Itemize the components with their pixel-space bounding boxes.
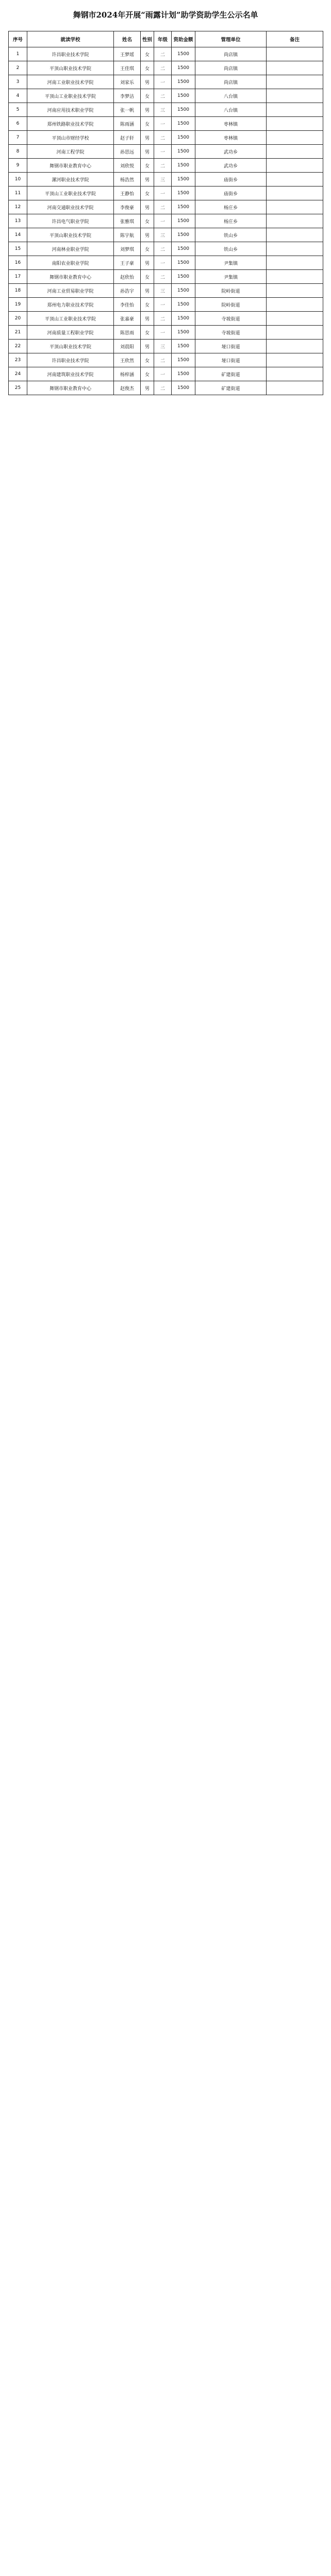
cell-admin: 矿建街道 <box>195 367 267 381</box>
cell-admin: 庙街乡 <box>195 187 267 200</box>
cell-name: 王子豪 <box>114 256 141 270</box>
cell-sex: 女 <box>141 61 154 75</box>
cell-grade: 一 <box>154 256 172 270</box>
cell-name: 刘晨阳 <box>114 340 141 353</box>
cell-grade: 二 <box>154 47 172 61</box>
cell-admin: 尚店镇 <box>195 47 267 61</box>
cell-admin: 垭口街道 <box>195 353 267 367</box>
header-pay: 资助金额 <box>172 31 195 47</box>
cell-pay: 1500 <box>172 173 195 187</box>
cell-grade: 一 <box>154 214 172 228</box>
table-row <box>9 353 323 367</box>
cell-grade: 三 <box>154 103 172 117</box>
cell-sex: 男 <box>141 256 154 270</box>
cell-name: 刘家乐 <box>114 75 141 89</box>
cell-pay: 1500 <box>172 326 195 340</box>
cell-name: 王梦瑶 <box>114 47 141 61</box>
cell-pay: 1500 <box>172 117 195 131</box>
table-row <box>9 117 323 131</box>
table-row <box>9 367 323 381</box>
cell-sex: 女 <box>141 214 154 228</box>
cell-note <box>267 284 323 298</box>
cell-grade: 二 <box>154 159 172 173</box>
header-school: 就读学校 <box>27 31 114 47</box>
cell-sex: 女 <box>141 47 154 61</box>
cell-grade: 二 <box>154 61 172 75</box>
cell-school: 平顶山市财经学校 <box>27 131 114 145</box>
cell-grade: 二 <box>154 381 172 395</box>
cell-name: 陈雨涵 <box>114 117 141 131</box>
cell-school: 舞钢市职业教育中心 <box>27 270 114 284</box>
cell-note <box>267 89 323 103</box>
cell-admin: 院岭街道 <box>195 284 267 298</box>
header-note: 备注 <box>267 31 323 47</box>
cell-note <box>267 47 323 61</box>
cell-pay: 1500 <box>172 312 195 326</box>
cell-no: 1 <box>9 47 27 61</box>
cell-no: 10 <box>9 173 27 187</box>
cell-no: 21 <box>9 326 27 340</box>
cell-name: 张嘉豪 <box>114 312 141 326</box>
table-row <box>9 326 323 340</box>
cell-note <box>267 131 323 145</box>
cell-sex: 女 <box>141 326 154 340</box>
cell-note <box>267 117 323 131</box>
table-row <box>9 200 323 214</box>
table-row <box>9 61 323 75</box>
cell-no: 12 <box>9 200 27 214</box>
cell-sex: 女 <box>141 242 154 256</box>
cell-grade: 一 <box>154 187 172 200</box>
cell-note <box>267 61 323 75</box>
cell-name: 杨梓涵 <box>114 367 141 381</box>
table-row <box>9 256 323 270</box>
cell-grade: 三 <box>154 228 172 242</box>
cell-note <box>267 353 323 367</box>
cell-note <box>267 200 323 214</box>
cell-name: 陈思雨 <box>114 326 141 340</box>
cell-note <box>267 228 323 242</box>
cell-pay: 1500 <box>172 381 195 395</box>
cell-name: 赵俊杰 <box>114 381 141 395</box>
table-row <box>9 89 323 103</box>
cell-school: 舞钢市职业教育中心 <box>27 381 114 395</box>
cell-pay: 1500 <box>172 131 195 145</box>
cell-school: 南阳农业职业学院 <box>27 256 114 270</box>
table-row <box>9 242 323 256</box>
cell-school: 平顶山工业职业技术学院 <box>27 89 114 103</box>
cell-school: 平顶山工业职业技术学院 <box>27 312 114 326</box>
cell-admin: 枣林镇 <box>195 131 267 145</box>
cell-school: 河南工程学院 <box>27 145 114 159</box>
table-header-row <box>9 31 323 47</box>
cell-no: 2 <box>9 61 27 75</box>
cell-note <box>267 103 323 117</box>
cell-admin: 尚店镇 <box>195 61 267 75</box>
cell-school: 河南工业职业技术学院 <box>27 75 114 89</box>
cell-no: 4 <box>9 89 27 103</box>
cell-pay: 1500 <box>172 214 195 228</box>
table-row <box>9 284 323 298</box>
cell-note <box>267 75 323 89</box>
cell-name: 刘梦琪 <box>114 242 141 256</box>
cell-school: 河南质量工程职业学院 <box>27 326 114 340</box>
cell-grade: 二 <box>154 200 172 214</box>
cell-sex: 男 <box>141 131 154 145</box>
cell-pay: 1500 <box>172 353 195 367</box>
cell-pay: 1500 <box>172 75 195 89</box>
cell-school: 许昌职业技术学院 <box>27 47 114 61</box>
cell-grade: 一 <box>154 326 172 340</box>
table-row <box>9 298 323 312</box>
cell-no: 25 <box>9 381 27 395</box>
cell-admin: 八台镇 <box>195 103 267 117</box>
cell-sex: 男 <box>141 145 154 159</box>
cell-sex: 男 <box>141 173 154 187</box>
cell-admin: 武功乡 <box>195 159 267 173</box>
cell-no: 5 <box>9 103 27 117</box>
cell-name: 王佳琪 <box>114 61 141 75</box>
cell-no: 8 <box>9 145 27 159</box>
cell-sex: 女 <box>141 298 154 312</box>
cell-name: 刘欣悦 <box>114 159 141 173</box>
cell-pay: 1500 <box>172 284 195 298</box>
cell-name: 杨浩然 <box>114 173 141 187</box>
cell-note <box>267 159 323 173</box>
cell-name: 张雅琪 <box>114 214 141 228</box>
header-admin: 管理单位 <box>195 31 267 47</box>
cell-note <box>267 187 323 200</box>
cell-admin: 垭口街道 <box>195 340 267 353</box>
cell-school: 郑州铁路职业技术学院 <box>27 117 114 131</box>
cell-admin: 杨庄乡 <box>195 214 267 228</box>
cell-name: 王静怡 <box>114 187 141 200</box>
cell-no: 9 <box>9 159 27 173</box>
cell-note <box>267 367 323 381</box>
cell-sex: 男 <box>141 75 154 89</box>
cell-pay: 1500 <box>172 270 195 284</box>
cell-note <box>267 270 323 284</box>
cell-admin: 武功乡 <box>195 145 267 159</box>
cell-sex: 女 <box>141 270 154 284</box>
cell-school: 河南应用技术职业学院 <box>27 103 114 117</box>
cell-no: 7 <box>9 131 27 145</box>
cell-note <box>267 214 323 228</box>
cell-admin: 院岭街道 <box>195 298 267 312</box>
cell-admin: 枣林镇 <box>195 117 267 131</box>
cell-grade: 二 <box>154 312 172 326</box>
cell-pay: 1500 <box>172 103 195 117</box>
cell-note <box>267 173 323 187</box>
cell-pay: 1500 <box>172 367 195 381</box>
cell-pay: 1500 <box>172 187 195 200</box>
cell-no: 18 <box>9 284 27 298</box>
cell-admin: 矿建街道 <box>195 381 267 395</box>
cell-note <box>267 326 323 340</box>
cell-school: 平顶山职业技术学院 <box>27 228 114 242</box>
cell-name: 王欣然 <box>114 353 141 367</box>
table-row <box>9 131 323 145</box>
cell-admin: 尹集镇 <box>195 270 267 284</box>
table-row <box>9 75 323 89</box>
cell-no: 20 <box>9 312 27 326</box>
cell-sex: 女 <box>141 117 154 131</box>
cell-sex: 男 <box>141 381 154 395</box>
cell-admin: 庙街乡 <box>195 173 267 187</box>
header-name: 姓名 <box>114 31 141 47</box>
cell-no: 13 <box>9 214 27 228</box>
table-row <box>9 159 323 173</box>
cell-sex: 女 <box>141 89 154 103</box>
table-row <box>9 173 323 187</box>
table-row <box>9 47 323 61</box>
cell-admin: 铁山乡 <box>195 242 267 256</box>
cell-grade: 三 <box>154 284 172 298</box>
cell-no: 24 <box>9 367 27 381</box>
cell-school: 舞钢市职业教育中心 <box>27 159 114 173</box>
cell-pay: 1500 <box>172 298 195 312</box>
cell-school: 郑州电力职业技术学院 <box>27 298 114 312</box>
cell-no: 3 <box>9 75 27 89</box>
cell-no: 14 <box>9 228 27 242</box>
cell-note <box>267 256 323 270</box>
cell-sex: 男 <box>141 284 154 298</box>
cell-note <box>267 242 323 256</box>
cell-no: 6 <box>9 117 27 131</box>
table-row <box>9 103 323 117</box>
cell-no: 22 <box>9 340 27 353</box>
table-row <box>9 145 323 159</box>
cell-admin: 尹集镇 <box>195 256 267 270</box>
cell-sex: 女 <box>141 367 154 381</box>
cell-school: 漯河职业技术学院 <box>27 173 114 187</box>
table-row <box>9 340 323 353</box>
cell-school: 平顶山职业技术学院 <box>27 61 114 75</box>
cell-school: 平顶山工业职业技术学院 <box>27 187 114 200</box>
cell-no: 23 <box>9 353 27 367</box>
header-sex: 性别 <box>141 31 154 47</box>
cell-name: 孙浩宇 <box>114 284 141 298</box>
cell-note <box>267 340 323 353</box>
table-row <box>9 270 323 284</box>
cell-pay: 1500 <box>172 61 195 75</box>
cell-grade: 三 <box>154 173 172 187</box>
cell-grade: 一 <box>154 298 172 312</box>
cell-name: 陈宇航 <box>114 228 141 242</box>
cell-admin: 尚店镇 <box>195 75 267 89</box>
cell-no: 19 <box>9 298 27 312</box>
cell-pay: 1500 <box>172 47 195 61</box>
cell-note <box>267 381 323 395</box>
table-body <box>9 47 323 395</box>
cell-pay: 1500 <box>172 242 195 256</box>
cell-sex: 男 <box>141 103 154 117</box>
cell-no: 16 <box>9 256 27 270</box>
cell-grade: 二 <box>154 270 172 284</box>
cell-admin: 八台镇 <box>195 89 267 103</box>
cell-sex: 男 <box>141 312 154 326</box>
cell-grade: 一 <box>154 75 172 89</box>
cell-note <box>267 145 323 159</box>
table-row <box>9 214 323 228</box>
cell-sex: 女 <box>141 159 154 173</box>
cell-admin: 铁山乡 <box>195 228 267 242</box>
cell-grade: 一 <box>154 117 172 131</box>
table-row <box>9 187 323 200</box>
cell-pay: 1500 <box>172 200 195 214</box>
cell-grade: 三 <box>154 340 172 353</box>
cell-pay: 1500 <box>172 89 195 103</box>
cell-grade: 一 <box>154 145 172 159</box>
cell-note <box>267 312 323 326</box>
table-row <box>9 381 323 395</box>
cell-grade: 二 <box>154 89 172 103</box>
cell-grade: 一 <box>154 367 172 381</box>
cell-sex: 男 <box>141 228 154 242</box>
cell-school: 河南交通职业技术学院 <box>27 200 114 214</box>
cell-sex: 男 <box>141 340 154 353</box>
cell-grade: 二 <box>154 242 172 256</box>
cell-admin: 寺坡街道 <box>195 326 267 340</box>
cell-name: 李佳怡 <box>114 298 141 312</box>
cell-sex: 男 <box>141 200 154 214</box>
cell-name: 李俊豪 <box>114 200 141 214</box>
document-title: 舞钢市2024年开展“雨露计划”助学资助学生公示名单 <box>73 10 258 20</box>
header-no: 序号 <box>9 31 27 47</box>
cell-name: 孙思远 <box>114 145 141 159</box>
cell-school: 平顶山职业技术学院 <box>27 340 114 353</box>
cell-school: 许昌电气职业学院 <box>27 214 114 228</box>
cell-admin: 杨庄乡 <box>195 200 267 214</box>
cell-no: 17 <box>9 270 27 284</box>
student-roster-table <box>8 31 323 395</box>
cell-school: 河南建筑职业技术学院 <box>27 367 114 381</box>
cell-name: 李梦洁 <box>114 89 141 103</box>
cell-pay: 1500 <box>172 228 195 242</box>
header-grade: 年级 <box>154 31 172 47</box>
cell-name: 张一帆 <box>114 103 141 117</box>
cell-school: 河南工业贸易职业学院 <box>27 284 114 298</box>
cell-pay: 1500 <box>172 159 195 173</box>
cell-name: 赵子轩 <box>114 131 141 145</box>
cell-note <box>267 298 323 312</box>
cell-admin: 寺坡街道 <box>195 312 267 326</box>
cell-no: 15 <box>9 242 27 256</box>
cell-name: 赵欣怡 <box>114 270 141 284</box>
cell-pay: 1500 <box>172 340 195 353</box>
cell-school: 河南林业职业学院 <box>27 242 114 256</box>
cell-pay: 1500 <box>172 256 195 270</box>
cell-grade: 二 <box>154 131 172 145</box>
cell-no: 11 <box>9 187 27 200</box>
cell-pay: 1500 <box>172 145 195 159</box>
cell-sex: 女 <box>141 353 154 367</box>
cell-school: 许昌职业技术学院 <box>27 353 114 367</box>
cell-grade: 二 <box>154 353 172 367</box>
cell-sex: 女 <box>141 187 154 200</box>
table-row <box>9 312 323 326</box>
table-row <box>9 228 323 242</box>
